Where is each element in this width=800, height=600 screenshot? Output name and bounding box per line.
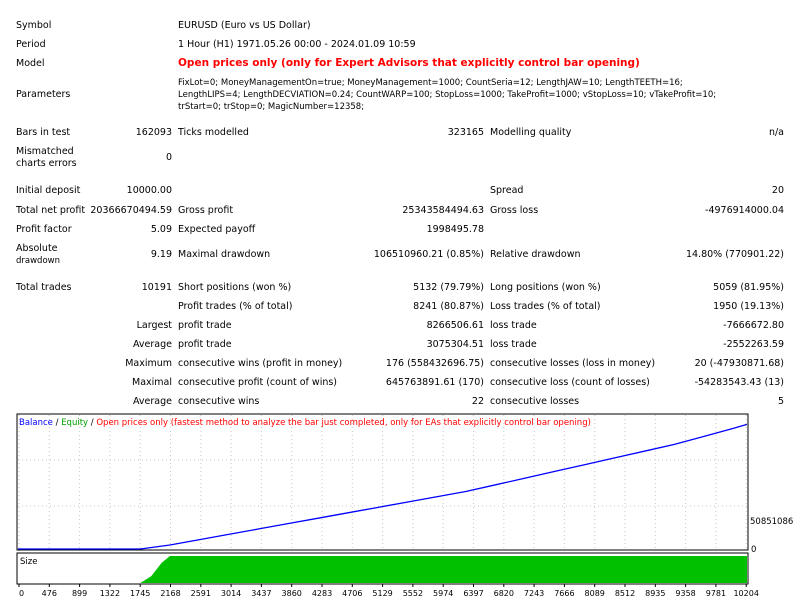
legend-separator-1: / [52,418,62,428]
x-tick-label: 4283 [311,589,333,598]
symbol-label: Symbol [16,20,52,31]
x-tick-label: 2591 [190,589,211,598]
legend-separator-2: / [88,418,97,428]
x-tick-label: 9358 [675,589,696,598]
x-tick-label: 2168 [160,589,181,598]
x-tick-label: 8935 [645,589,666,598]
right-axis-zero: 0 [751,545,757,555]
max-cons-losses-value: 20 (-47930871.68) [694,358,784,369]
average2-label: Average [132,396,172,407]
loss-trades-value: 1950 (19.13%) [713,301,784,312]
max-drawdown-label: Maximal drawdown [178,249,271,260]
gross-loss-label: Gross loss [490,205,539,216]
rel-drawdown-label: Relative drawdown [490,249,581,260]
x-axis-ticks [19,584,759,598]
parameters-label: Parameters [16,89,71,100]
symbol-value: EURUSD (Euro vs US Dollar) [178,20,311,31]
largest-profit-value: 8266506.61 [426,320,484,331]
x-tick-label: 0 [19,589,25,598]
mismatch-label-2: charts errors [16,158,77,169]
profit-factor-value: 5.09 [150,224,172,235]
maximal-cons-loss-label: consecutive loss (count of losses) [490,377,650,388]
maximal-cons-loss-value: -54283543.43 (13) [694,377,784,388]
legend-note: Open prices only (fastest method to analyze the bar just completed, only for EAs that explicitly control bar opening) [96,418,591,428]
bars-label: Bars in test [16,127,71,138]
x-tick-label: 7666 [554,589,575,598]
bars-value: 162093 [135,127,172,138]
long-positions-value: 5059 (81.95%) [713,282,784,293]
parameters-line-1: FixLot=0; MoneyManagementOn=true; MoneyManagement=1000; CountSeria=12; LengthJAW=10; LengthTEETH=16; [178,78,683,88]
largest-profit-label: profit trade [178,320,232,331]
mismatch-value: 0 [165,152,172,163]
x-tick-label: 1745 [130,589,151,598]
parameters-line-3: trStart=0; trStop=0; MagicNumber=12358; [178,102,365,112]
total-trades-value: 10191 [141,282,172,293]
period-label: Period [16,39,46,50]
mismatch-label-1: Mismatched [16,146,74,157]
spread-label: Spread [490,185,524,196]
max-drawdown-value: 106510960.21 (0.85%) [373,249,484,260]
x-tick-label: 10204 [733,589,759,598]
x-tick-label: 5974 [433,589,454,598]
max-cons-wins-value: 176 (558432696.75) [385,358,484,369]
initial-deposit-label: Initial deposit [16,185,81,196]
max-cons-losses-label: consecutive losses (loss in money) [490,358,656,369]
total-trades-label: Total trades [16,282,72,293]
ticks-label: Ticks modelled [178,127,249,138]
legend-balance: Balance [19,418,53,428]
x-tick-label: 9781 [705,589,727,598]
legend-equity: Equity [61,418,89,428]
avg-cons-wins-label: consecutive wins [178,396,260,407]
short-positions-value: 5132 (79.79%) [413,282,484,293]
model-value: Open prices only (only for Expert Advisors that explicitly control bar opening) [178,57,640,69]
average-loss-value: -2552263.59 [723,339,784,350]
maximum-label: Maximum [125,358,172,369]
chart-frame [17,414,748,550]
largest-loss-label: loss trade [490,320,537,331]
x-tick-label: 3860 [281,589,302,598]
size-label: Size [20,557,38,567]
x-tick-label: 5552 [402,589,424,598]
average-loss-label: loss trade [490,339,537,350]
average-profit-value: 3075304.51 [426,339,484,350]
max-cons-wins-label: consecutive wins (profit in money) [178,358,343,369]
x-tick-label: 1322 [99,589,121,598]
x-tick-label: 3437 [251,589,272,598]
maximal-cons-profit-value: 645763891.61 (170) [385,377,484,388]
ticks-value: 323165 [447,127,484,138]
avg-cons-losses-value: 5 [777,396,784,407]
quality-label: Modelling quality [490,127,572,138]
x-tick-label: 476 [41,589,57,598]
period-value: 1 Hour (H1) 1971.05.26 00:00 - 2024.01.09 10:59 [178,39,416,50]
abs-drawdown-value: 9.19 [150,249,172,260]
average-profit-label: profit trade [178,339,232,350]
rel-drawdown-value: 14.80% (770901.22) [685,249,784,260]
short-positions-label: Short positions (won %) [178,282,292,293]
average-label: Average [132,339,172,350]
largest-label: Largest [136,320,172,331]
profit-trades-value: 8241 (80.87%) [413,301,484,312]
avg-cons-losses-label: consecutive losses [490,396,580,407]
x-tick-label: 5129 [372,589,393,598]
abs-drawdown-label-2: drawdown [16,256,60,266]
x-tick-label: 8089 [584,589,605,598]
loss-trades-label: Loss trades (% of total) [490,301,601,312]
largest-loss-value: -7666672.80 [723,320,784,331]
gross-profit-value: 25343584494.63 [402,205,484,216]
quality-value: n/a [768,127,784,138]
profit-trades-label: Profit trades (% of total) [178,301,293,312]
x-tick-label: 6820 [493,589,514,598]
chart-legend [19,417,591,429]
x-tick-label: 7243 [523,589,545,598]
right-axis-value: 50851086 [750,517,794,527]
net-profit-label: Total net profit [16,205,86,216]
x-tick-label: 899 [71,589,88,598]
x-tick-label: 8512 [614,589,636,598]
parameters-line-2: LengthLIPS=4; LengthDECVIATION=0.24; CountWARP=100; StopLoss=1000; TakeProfit=1000; vStopLoss=10; vTakeProfit=10; [178,90,717,100]
long-positions-label: Long positions (won %) [490,282,601,293]
expected-payoff-label: Expected payoff [178,224,256,235]
profit-factor-label: Profit factor [16,224,72,235]
initial-deposit-value: 10000.00 [126,185,172,196]
x-tick-label: 6397 [463,589,484,598]
abs-drawdown-label-1: Absolute [16,243,58,254]
avg-cons-wins-value: 22 [471,396,484,407]
gross-loss-value: -4976914000.04 [705,205,784,216]
maximal-cons-profit-label: consecutive profit (count of wins) [178,377,338,388]
maximal-label: Maximal [132,377,172,388]
x-tick-label: 3014 [220,589,242,598]
expected-payoff-value: 1998495.78 [426,224,484,235]
net-profit-value: 20366670494.59 [90,205,172,216]
spread-value: 20 [771,185,784,196]
model-label: Model [16,58,45,69]
gross-profit-label: Gross profit [178,205,234,216]
x-tick-label: 4706 [342,589,363,598]
